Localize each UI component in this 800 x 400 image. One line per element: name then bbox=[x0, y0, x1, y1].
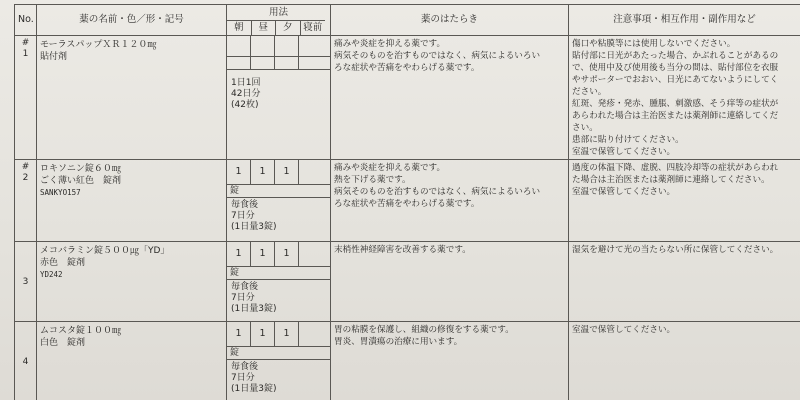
dose-morning bbox=[227, 36, 251, 56]
frequency-line: 毎食後 bbox=[231, 200, 259, 210]
row-number-cell bbox=[15, 36, 37, 160]
note-line: さい。 bbox=[572, 123, 598, 133]
frequency-line: 1日1回 bbox=[231, 78, 261, 88]
notes-cell bbox=[569, 322, 800, 400]
dose-bedtime bbox=[299, 322, 323, 346]
dose-noon bbox=[251, 36, 275, 56]
header-slot-bedtime: 寝前 bbox=[303, 22, 323, 33]
note-line: 室温で保管してください。 bbox=[572, 147, 676, 157]
dose-evening: 1 bbox=[275, 160, 299, 184]
notes-cell bbox=[569, 242, 800, 322]
usage-cell bbox=[227, 242, 331, 322]
frequency-line: (1日量3錠) bbox=[231, 222, 277, 232]
frequency-line: 7日分 bbox=[231, 211, 255, 221]
drug-form: 貼付剤 bbox=[40, 52, 68, 62]
frequency bbox=[227, 198, 330, 235]
dose-morning: 1 bbox=[227, 322, 251, 346]
effect-line: 痛みや炎症を抑える薬です。 bbox=[334, 163, 446, 173]
note-line: た場合は主治医または薬剤師に連絡してください。 bbox=[572, 175, 770, 185]
note-line: 傷口や粘膜等には使用しないでください。 bbox=[572, 39, 736, 49]
table-row bbox=[15, 242, 800, 322]
dose-bedtime bbox=[299, 36, 323, 56]
dose-unit: 錠 bbox=[227, 267, 330, 280]
dose-noon: 1 bbox=[251, 242, 275, 266]
drug-name: モーラスパップＸＲ１２０㎎ bbox=[40, 40, 157, 50]
header-notes: 注意事項・相互作用・副作用など bbox=[569, 5, 800, 36]
drug-name-cell bbox=[37, 242, 227, 322]
row-number-cell bbox=[15, 160, 37, 242]
dose-grid bbox=[227, 322, 330, 347]
note-line: 患部に貼り付けてください。 bbox=[572, 135, 684, 145]
dose-bedtime bbox=[299, 242, 323, 266]
drug-code: YD242 bbox=[40, 270, 63, 279]
usage-cell bbox=[227, 160, 331, 242]
medication-table bbox=[14, 4, 800, 400]
header-name: 薬の名前・色／形・記号 bbox=[37, 5, 227, 36]
effect-cell bbox=[331, 160, 569, 242]
effect-cell bbox=[331, 322, 569, 400]
drug-name-cell bbox=[37, 160, 227, 242]
header-slot-noon: 昼 bbox=[252, 21, 277, 35]
effect-line: ろな症状や苦痛をやわらげる薬です。 bbox=[334, 63, 480, 73]
header-no: No. bbox=[15, 5, 37, 36]
effect-line: 痛みや炎症を抑える薬です。 bbox=[334, 39, 446, 49]
note-line: やサポーターでおおい、日光にあてないようにしてく bbox=[572, 75, 779, 85]
note-line: 室温で保管してください。 bbox=[572, 325, 676, 335]
frequency-line: 毎食後 bbox=[231, 362, 259, 372]
note-line: あらわれた場合は主治医または薬剤師に連絡してくだ bbox=[572, 111, 779, 121]
effect-line: 病気そのものを治すものではなく、病気によるいろい bbox=[334, 187, 541, 197]
frequency bbox=[227, 360, 330, 397]
drug-form: 白色 錠剤 bbox=[40, 338, 86, 348]
dose-bedtime bbox=[299, 160, 323, 184]
frequency-line: 7日分 bbox=[231, 293, 255, 303]
dose-noon: 1 bbox=[251, 160, 275, 184]
header-usage-slots bbox=[227, 20, 325, 35]
dose-evening: 1 bbox=[275, 322, 299, 346]
dose-morning: 1 bbox=[227, 242, 251, 266]
row-number: 2 bbox=[22, 173, 29, 183]
drug-code: SANKYO157 bbox=[40, 188, 81, 197]
drug-name: ロキソニン錠６０㎎ bbox=[40, 164, 121, 174]
frequency-line: (1日量3錠) bbox=[231, 304, 277, 314]
notes-cell bbox=[569, 36, 800, 160]
drug-form: ごく薄い紅色 錠剤 bbox=[40, 176, 122, 186]
drug-name-cell bbox=[37, 322, 227, 400]
dose-grid bbox=[227, 242, 330, 267]
header-usage bbox=[227, 5, 331, 36]
effect-cell bbox=[331, 36, 569, 160]
drug-name: メコバラミン錠５００㎍「YD」 bbox=[40, 246, 170, 256]
dose-unit: 錠 bbox=[227, 185, 330, 198]
frequency-line: 毎食後 bbox=[231, 282, 259, 292]
effect-line: 病気そのものを治すものではなく、病気によるいろい bbox=[334, 51, 541, 61]
header-slot-evening: 夕 bbox=[276, 21, 301, 35]
effect-cell bbox=[331, 242, 569, 322]
dose-grid-blank bbox=[227, 57, 330, 70]
frequency-line: 7日分 bbox=[231, 373, 255, 383]
frequency-line: (1日量3錠) bbox=[231, 384, 277, 394]
dose-evening: 1 bbox=[275, 242, 299, 266]
effect-line: 胃炎、胃潰瘍の治療に用います。 bbox=[334, 337, 463, 347]
header-slot-morning: 朝 bbox=[227, 21, 252, 35]
note-line: ださい。 bbox=[572, 87, 607, 97]
effect-line: 熱を下げる薬です。 bbox=[334, 175, 411, 185]
note-line: 貼付部に日光があたった場合、かぶれることがあるの bbox=[572, 51, 779, 61]
note-line: で、使用中及び使用後も当分の間は、貼付部位を衣服 bbox=[572, 63, 779, 73]
usage-cell bbox=[227, 36, 331, 160]
note-line: 過度の体温下降、虚脱、四肢冷却等の症状があらわれ bbox=[572, 163, 779, 173]
drug-name-cell bbox=[37, 36, 227, 160]
dose-grid bbox=[227, 36, 330, 57]
dose-evening bbox=[275, 36, 299, 56]
note-line: 紅斑、発疹・発赤、腫脹、刺激感、そう痒等の症状が bbox=[572, 99, 779, 109]
frequency-line: 42日分 bbox=[231, 89, 261, 99]
frequency bbox=[227, 70, 330, 113]
notes-cell bbox=[569, 160, 800, 242]
table-row bbox=[15, 36, 800, 160]
dose-noon: 1 bbox=[251, 322, 275, 346]
effect-line: ろな症状や苦痛をやわらげる薬です。 bbox=[334, 199, 480, 209]
dose-morning: 1 bbox=[227, 160, 251, 184]
row-number: 1 bbox=[22, 49, 29, 59]
note-line: 室温で保管してください。 bbox=[572, 187, 676, 197]
row-number-cell bbox=[15, 322, 37, 400]
drug-form: 赤色 錠剤 bbox=[40, 258, 86, 268]
table-row bbox=[15, 322, 800, 400]
row-mark: # bbox=[21, 162, 30, 172]
effect-line: 胃の粘膜を保護し、組織の修復をする薬です。 bbox=[334, 325, 514, 335]
frequency-line: (42枚) bbox=[231, 100, 259, 110]
dose-grid bbox=[227, 160, 330, 185]
row-number-cell bbox=[15, 242, 37, 322]
drug-name: ムコスタ錠１００㎎ bbox=[40, 326, 122, 336]
header-row bbox=[15, 5, 800, 36]
note-line: 湿気を避けて光の当たらない所に保管してください。 bbox=[572, 245, 779, 255]
usage-cell bbox=[227, 322, 331, 400]
table-row bbox=[15, 160, 800, 242]
header-usage-title: 用法 bbox=[268, 7, 288, 18]
header-effect: 薬のはたらき bbox=[331, 5, 569, 36]
frequency bbox=[227, 280, 330, 317]
effect-line: 末梢性神経障害を改善する薬です。 bbox=[334, 245, 471, 255]
row-mark: # bbox=[21, 38, 30, 48]
dose-unit: 錠 bbox=[227, 347, 330, 360]
row-number: 4 bbox=[22, 356, 29, 367]
row-number: 3 bbox=[22, 276, 29, 287]
